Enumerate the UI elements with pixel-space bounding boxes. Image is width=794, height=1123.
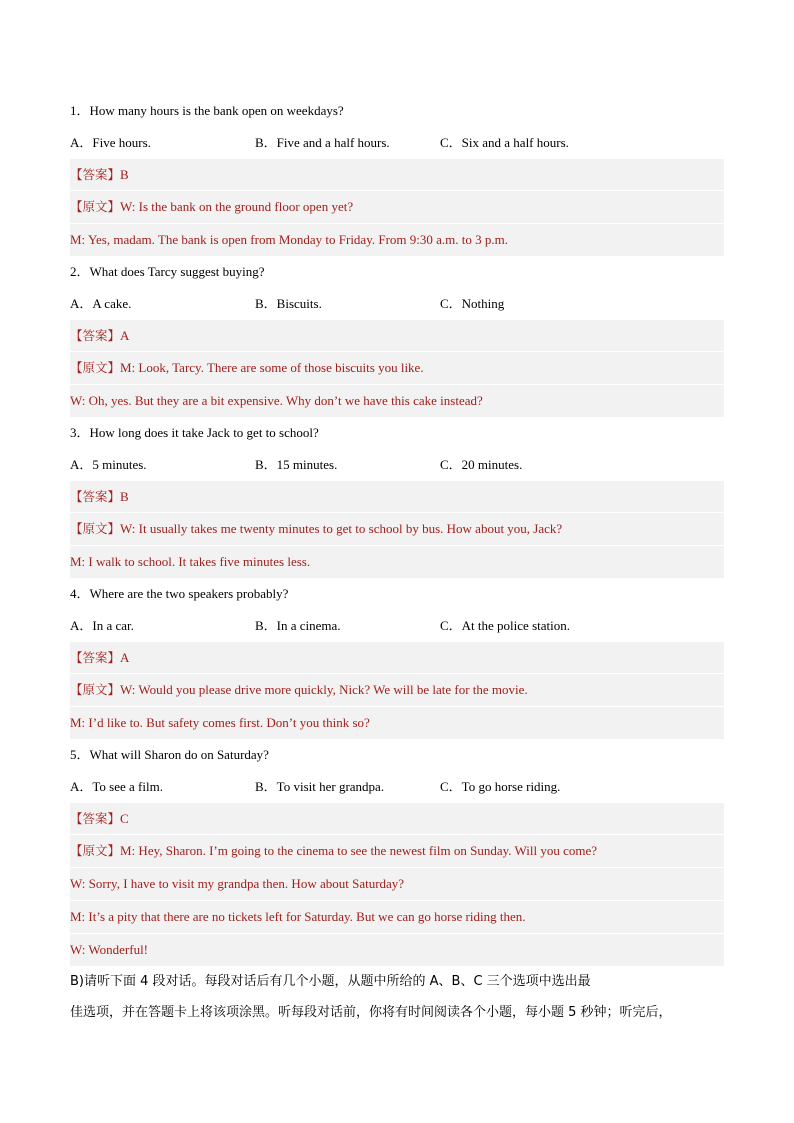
transcript-text: W: Is the bank on the ground floor open yet? xyxy=(120,199,354,215)
answer-label: 【答案】 xyxy=(70,327,121,343)
transcript-text: W: Would you please drive more quickly, Nick? We will be late for the movie. xyxy=(120,682,528,698)
option-a: A．To see a film. xyxy=(70,778,163,794)
option-c: C．Six and a half hours. xyxy=(440,134,569,150)
transcript-line xyxy=(70,834,724,867)
answer-line xyxy=(70,803,724,835)
options-row xyxy=(70,771,724,803)
answer-value: B xyxy=(120,166,129,182)
option-a: A．Five hours. xyxy=(70,134,151,150)
transcript-label: 【原文】 xyxy=(70,199,121,215)
answer-label: 【答案】 xyxy=(70,166,121,182)
transcript-line xyxy=(70,223,724,256)
transcript-label: 【原文】 xyxy=(70,682,121,698)
option-b: B．To visit her grandpa. xyxy=(255,778,385,794)
answer-value: A xyxy=(120,649,130,665)
transcript-line xyxy=(70,706,724,739)
option-c: C．20 minutes. xyxy=(440,456,523,472)
options-row xyxy=(70,288,724,320)
answer-label: 【答案】 xyxy=(70,810,121,826)
transcript-line xyxy=(70,673,724,706)
options-row xyxy=(70,449,724,481)
transcript-label: 【原文】 xyxy=(70,360,121,376)
question-text: 2．What does Tarcy suggest buying? xyxy=(70,263,265,279)
transcript-text: M: Look, Tarcy. There are some of those biscuits you like. xyxy=(120,360,424,376)
options-row xyxy=(70,610,724,642)
transcript-line xyxy=(70,867,724,900)
transcript-text: M: I’d like to. But safety comes first. Don’t you think so? xyxy=(70,715,370,731)
transcript-line xyxy=(70,351,724,384)
option-c: C．At the police station. xyxy=(440,617,570,633)
transcript-line xyxy=(70,933,724,966)
answer-label: 【答案】 xyxy=(70,488,121,504)
answer-value: A xyxy=(120,327,130,343)
option-a: A．In a car. xyxy=(70,617,134,633)
section-b-instruction: B)请听下面 4 段对话。每段对话后有几个小题，从题中所给的 A、B、C 三个选项中选出最 xyxy=(70,973,591,989)
transcript-line xyxy=(70,900,724,933)
transcript-text: M: Yes, madam. The bank is open from Monday to Friday. From 9:30 a.m. to 3 p.m. xyxy=(70,232,509,248)
question-block xyxy=(70,578,724,739)
answer-line xyxy=(70,481,724,513)
question-block xyxy=(70,256,724,417)
transcript-text: W: It usually takes me twenty minutes to get to school by bus. How about you, Jack? xyxy=(120,521,563,537)
answer-line xyxy=(70,159,724,191)
transcript-line xyxy=(70,545,724,578)
transcript-label: 【原文】 xyxy=(70,843,121,859)
option-c: C．Nothing xyxy=(440,295,505,311)
question-text: 1．How many hours is the bank open on weekdays? xyxy=(70,103,344,118)
question-block xyxy=(70,739,724,966)
option-b: B．15 minutes. xyxy=(255,456,338,472)
answer-line xyxy=(70,320,724,352)
option-a: A．5 minutes. xyxy=(70,456,147,472)
option-a: A．A cake. xyxy=(70,295,132,311)
transcript-text: W: Wonderful! xyxy=(70,941,149,957)
options-row xyxy=(70,127,724,159)
question-text: 4．Where are the two speakers probably? xyxy=(70,585,289,601)
transcript-line xyxy=(70,512,724,545)
answer-label: 【答案】 xyxy=(70,649,121,665)
transcript-line xyxy=(70,190,724,223)
question-block xyxy=(70,417,724,578)
transcript-label: 【原文】 xyxy=(70,521,121,537)
section-b-instruction: 佳选项，并在答题卡上将该项涂黑。听每段对话前，你将有时间阅读各个小题，每小题 5 秒钟；听完后， xyxy=(70,1005,672,1021)
option-b: B．In a cinema. xyxy=(255,617,341,633)
question-text: 5．What will Sharon do on Saturday? xyxy=(70,746,269,762)
option-b: B．Biscuits. xyxy=(255,295,322,311)
answer-value: C xyxy=(120,810,129,826)
transcript-text: M: It’s a pity that there are no tickets left for Saturday. But we can go horse riding then. xyxy=(70,908,526,924)
transcript-text: M: Hey, Sharon. I’m going to the cinema to see the newest film on Sunday. Will you come? xyxy=(120,843,598,859)
option-b: B．Five and a half hours. xyxy=(255,134,390,150)
answer-value: B xyxy=(120,488,129,504)
question-block xyxy=(70,95,724,256)
document-body xyxy=(70,95,724,1029)
question-text: 3．How long does it take Jack to get to school? xyxy=(70,424,319,440)
transcript-line xyxy=(70,384,724,417)
transcript-text: W: Oh, yes. But they are a bit expensive. Why don’t we have this cake instead? xyxy=(70,393,483,409)
answer-line xyxy=(70,642,724,674)
transcript-text: W: Sorry, I have to visit my grandpa then. How about Saturday? xyxy=(70,876,405,892)
transcript-text: M: I walk to school. It takes five minutes less. xyxy=(70,554,311,570)
option-c: C．To go horse riding. xyxy=(440,778,561,794)
